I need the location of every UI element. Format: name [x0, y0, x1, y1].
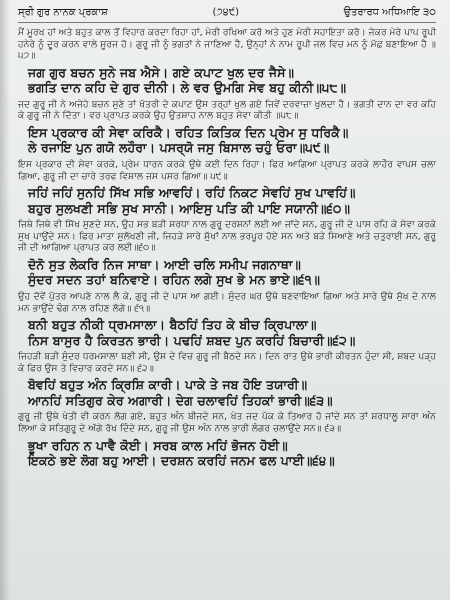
commentary-paragraph: ਜਦ ਗੁਰੂ ਜੀ ਨੇ ਅਜੇਹੇ ਬਚਨ ਸੁਣੇ ਤਾਂ ਖੱਤਰੀ ਦੇ ਕਪਾਟ ਉਸ ਤਰ੍ਹਾਂ ਖੁਲ ਗਏ ਜਿਵੇਂ ਦਰਵਾਜ਼ਾ ਖੁਲਦਾ ਹੈ। ਭਗਤੀ ਦਾਨ ਦਾ ਵਰ ਕਹਿ ਕੇ ਗੁਰੂ ਜੀ ਨੇ ਦਿੱਤਾ। ਵਰ ਪ੍ਰਾਪਤ ਕਰਕੇ ਉਹ ਉਤਸ਼ਾਹ ਨਾਲ ਬਹੁਤ ਸੇਵਾ ਕੀਤੀ ॥੫੮॥: [18, 98, 436, 122]
book-title: ਸ੍ਰੀ ਗੁਰ ਨਾਨਕ ਪ੍ਰਕਾਸ਼: [18, 7, 108, 18]
verse-line: ਬਨੀ ਬਹੁਤ ਨੀਕੀ ਧ੍ਰਮਸਾਲਾ। ਬੈਠਹਿਂ ਤਿਹ ਕੇ ਬੀਚ ਕ੍ਰਿਪਾਲਾ॥: [28, 317, 317, 333]
page-fold-shadow: [0, 0, 10, 600]
verse-line: ਦੋਨੋ ਸੁਤ ਲੇਕਰਿ ਨਿਜ ਸਾਥਾ। ਆਈ ਚਲਿ ਸਮੀਪ ਜਗਨਾਥਾ॥: [28, 256, 301, 272]
verse-line: ਬਹੁਰ ਸੁਲਖਣੀ ਸਭਿ ਸੁਖ ਸਾਨੀ। ਆਇਸੁ ਪਤਿ ਕੀ ਪਾਇ ਸਯਾਨੀ॥੬੦॥: [28, 200, 350, 216]
commentary-paragraph: ਜਿਥੇ ਜਿਥੇ ਵੀ ਸਿੱਖ ਸੁਣਦੇ ਸਨ, ਉਹ ਸਭ ਬੜੀ ਸ਼ਰਧਾ ਨਾਲ ਗੁਰੂ ਦਰਸ਼ਨਾਂ ਲਈ ਆ ਜਾਂਦੇ ਸਨ, ਗੁਰੂ ਜੀ ਦੇ ਪਾਸ ਰਹਿ ਕੇ ਸੇਵਾ ਕਰਕੇ ਸੁਖ ਪਾਉਂਦੇ ਸਨ। ਫਿਰ ਮਾਤਾ ਸੁਲੱਖਣੀ ਜੀ, ਜਿਹੜੇ ਸਾਰੇ ਸੁੱਖਾਂ ਨਾਲ ਭਰਪੂਰ ਹੋਏ ਸਨ ਅਤੇ ਬੜੇ ਸਿਆਣੇ ਅਤੇ ਚਤੁਰਾਈ ਸਨ, ਗੁਰੂ ਜੀ ਦੀ ਆਗਿਆ ਪ੍ਰਾਪਤ ਕਰ ਲਈ॥੬੦॥: [18, 219, 436, 254]
verse-block: [28, 65, 436, 96]
verse-block: [28, 317, 436, 348]
page-number: (੭੪੯): [212, 7, 240, 18]
verse-line: ਇਕਠੇ ਭਏ ਲੋਗ ਬਹੁ ਆਈ। ਦਰਸ਼ਨ ਕਰਹਿਂ ਜਨਮ ਫਲ ਪਾਈ॥੬੪॥: [28, 453, 335, 468]
page-body: [18, 27, 436, 469]
commentary-paragraph: ਜਿਹੜੀ ਬੜੀ ਸੁੰਦਰ ਧਰਮਸਾਲਾ ਬਣੀ ਸੀ, ਉਸ ਦੇ ਵਿਚ ਗੁਰੂ ਜੀ ਬੈਠਦੇ ਸਨ। ਦਿਨ ਰਾਤ ਉਥੇ ਭਾਰੀ ਕੀਰਤਨ ਹੁੰਦਾ ਸੀ, ਸ਼ਬਦ ਪੜ੍ਹ ਕੇ ਫਿਰ ਉਸ ਤੇ ਵਿਚਾਰ ਕਰਦੇ ਸਨ॥ ੬੨॥: [18, 351, 436, 374]
verse-line: ਜਹਿਂ ਜਹਿਂ ਸੁਨਹਿਂ ਸਿੱਖ ਸਭਿ ਆਵਹਿਂ। ਰਹਿਂ ਨਿਕਟ ਸੇਵਹਿਂ ਸੁਖ ਪਾਵਹਿਂ॥: [28, 185, 356, 201]
verse-block: [28, 257, 436, 288]
verse-line: ਸੁੰਦਰ ਸਦਨ ਤਹਾਂ ਬਨਿਵਾਏ। ਰਹਿਨ ਲਗੇ ਸੁਖ ਭੇ ਮਨ ਭਾਏ॥੬੧॥: [28, 272, 321, 288]
verse-block: [28, 185, 436, 216]
verse-line: ਲੇ ਰਜਾਇ ਪੁਨ ਗਯੋ ਲਹੌਰਾ। ਪਸਰ੍ਯੋ ਜਸੁ ਬਿਸਾਲ ਚਹੁੰ ਓਰਾ॥੫੯॥: [28, 140, 330, 156]
verse-block: [28, 438, 436, 469]
verse-line: ਬੋਵਹਿਂ ਬਹੁਤ ਅੰਨ ਕ੍ਰਿਸ਼ਿ ਕਾਰੀ। ਪਾਕੇ ਤੇ ਜਬ ਹੋਇ ਤਯਾਰੀ॥: [28, 377, 308, 393]
commentary-paragraph: ਉਹ ਦੋਵੇਂ ਪੁੱਤਰ ਆਪਣੇ ਨਾਲ ਲੈ ਕੇ, ਗੁਰੂ ਜੀ ਦੇ ਪਾਸ ਆ ਗਈ। ਸੁੰਦਰ ਘਰ ਉਥੇ ਬਣਵਾਇਆ ਗਿਆ ਅਤੇ ਸਾਰੇ ਉਥੇ ਸੁੱਖ ਦੇ ਨਾਲ ਮਨ ਭਾਉਂਦੇ ਢੰਗ ਨਾਲ ਰਹਿਣ ਲੱਗੇ॥ ੬੧॥: [18, 290, 436, 314]
verse-line: ਜਗ ਗੁਰ ਬਚਨ ਸੁਨੇ ਜਬ ਐਸੇ। ਗਏ ਕਪਾਟ ਖੁਲ ਦਰ ਜੈਸੇ॥: [28, 64, 295, 80]
verse-block: [28, 125, 436, 156]
verse-line: ਇਸ ਪ੍ਰਕਾਰ ਕੀ ਸੇਵਾ ਕਰਿਕੈ। ਰਹਿਤ ਕਿਤਿਕ ਦਿਨ ਪ੍ਰੇਮ ਸੁ ਧਰਿਕੈ॥: [28, 124, 349, 140]
commentary-paragraph: ਇਸ ਪ੍ਰਕਾਰ ਦੀ ਸੇਵਾ ਕਰਕੇ, ਪ੍ਰੇਮ ਧਾਰਨ ਕਰਕੇ ਉਥੇ ਕਈ ਦਿਨ ਰਿਹਾ। ਫਿਰ ਆਗਿਆ ਪ੍ਰਾਪਤ ਕਰਕੇ ਲਾਹੌਰ ਵਾਪਸ ਚਲਾ ਗਿਆ, ਗੁਰੂ ਜੀ ਦਾ ਚਾਰੇ ਤਰਫ ਵਿਸ਼ਾਲ ਜਸ ਪਸਰ ਗਿਆ॥ ੫੯॥: [18, 158, 436, 182]
verse-line: ਭਗਤਿ ਦਾਨ ਕਹਿ ਦੇ ਗੁਰ ਦੀਨੀ। ਲੇ ਵਰ ਉਮਗਿ ਸੇਵ ਬਹੁ ਕੀਨੀ॥੫੮॥: [28, 80, 347, 96]
commentary-paragraph: ਗੁਰੂ ਜੀ ਉਥੇ ਖੇਤੀ ਵੀ ਕਰਨ ਲੱਗ ਗਏ, ਬਹੁਤ ਅੰਨ ਬੀਜਦੇ ਸਨ, ਖੇਤ ਜਦ ਪੱਕ ਕੇ ਤਿਆਰ ਹੋ ਜਾਂਦੇ ਸਨ ਤਾਂ ਸ਼ਰਧਾਲੂ ਸਾਰਾ ਅੰਨ ਲਿਆ ਕੇ ਸਤਿਗੁਰੂ ਦੇ ਅੱਗੇ ਰੱਖ ਦਿੰਦੇ ਸਨ, ਗੁਰੂ ਜੀ ਉਸ ਅੰਨ ਨਾਲ ਭਾਰੀ ਲੰਗਰ ਚਲਾਉਂਦੇ ਸਨ॥ ੬੩॥: [18, 411, 436, 434]
verse-line: ਨਿਸ ਬਾਸੁਰ ਹੈ ਕਿਰਤਨ ਭਾਰੀ। ਪਢਹਿਂ ਸ਼ਬਦ ਪੁਨ ਕਰਹਿਂ ਬਿਚਾਰੀ॥੬੨॥: [28, 332, 356, 348]
verse-line: ਆਨਹਿਂ ਸਤਿਗੁਰ ਕੇਰ ਅਗਾਰੀ। ਦੇਗ ਚਲਾਵਹਿਂ ਤਿਹਕਾਂ ਭਾਰੀ॥੬੩॥: [28, 392, 333, 408]
commentary-paragraph: ਮੈਂ ਮੂਰਖ ਹਾਂ ਅਤੇ ਬਹੁਤ ਕਾਲ ਤੋਂ ਵਿਹਾਰ ਕਰਦਾ ਰਿਹਾ ਹਾਂ, ਮੇਰੀ ਰਖਿਆ ਕਰੋ ਅਤੇ ਹੁਣ ਮੇਰੀ ਸਹਾਇਤਾ ਕਰੋ। ਜੇਕਰ ਮੇਰੇ ਪਾਪ ਰੂਪੀ ਹਨੇਰੇ ਨੂੰ ਦੂਰ ਕਰਨ ਵਾਲੇ ਸੂਰਜ ਹੋ। ਗੁਰੂ ਜੀ ਨੂੰ ਭਗਤਾਂ ਨੇ ਜਾਣਿਆ ਹੈ, ਉਨ੍ਹਾਂ ਨੇ ਨਾਮ ਰੂਪੀ ਜਲ ਵਿਚ ਮਨ ਨੂੰ ਮੱਛ ਬਣਾਇਆ ਹੈ ॥੫੭॥: [18, 27, 437, 62]
page-header: [18, 6, 436, 23]
verse-block: [28, 377, 436, 408]
chapter-title: ਉਤਰਾਰਧ ਅਧਿਆਇ ੩੦: [343, 7, 436, 18]
verse-line: ਭੂਖਾ ਰਹਿਨ ਨ ਪਾਵੈ ਕੋਈ। ਸਰਬ ਕਾਲ ਮਹਿਂ ਭੋਜਨ ਹੋਈ॥: [28, 437, 288, 453]
